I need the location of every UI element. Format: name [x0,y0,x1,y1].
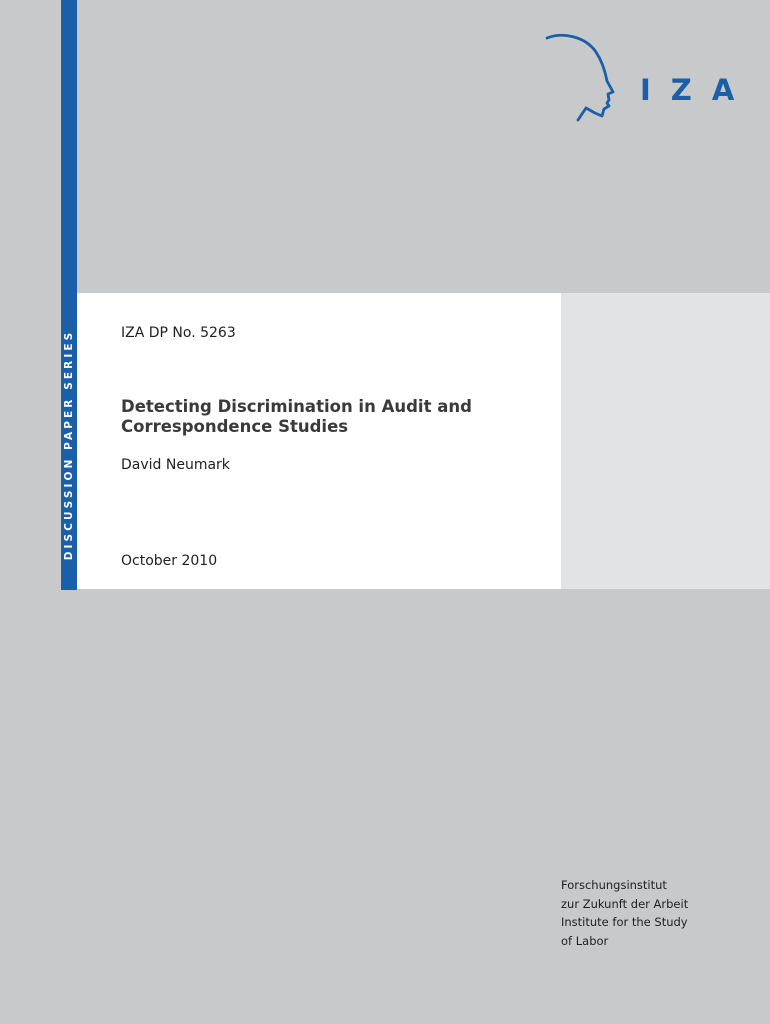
head-profile-icon [540,30,630,125]
side-band [561,293,770,589]
paper-date: October 2010 [121,553,218,569]
logo-wordmark: IZA [640,73,755,107]
iza-logo [540,30,755,125]
paper-title-line: Correspondence Studies [121,417,349,436]
institute-name [561,876,688,950]
paper-number: IZA DP No. 5263 [121,325,236,341]
institute-line: zur Zukunft der Arbeit [561,896,689,911]
institute-line: of Labor [561,933,609,948]
series-label: DISCUSSION PAPER SERIES [63,329,75,561]
paper-author: David Neumark [121,457,230,473]
institute-line: Institute for the Study [561,915,688,929]
paper-title-line: Detecting Discrimination in Audit and [121,397,472,416]
institute-line: Forschungsinstitut [561,878,667,892]
paper-title [121,397,472,437]
